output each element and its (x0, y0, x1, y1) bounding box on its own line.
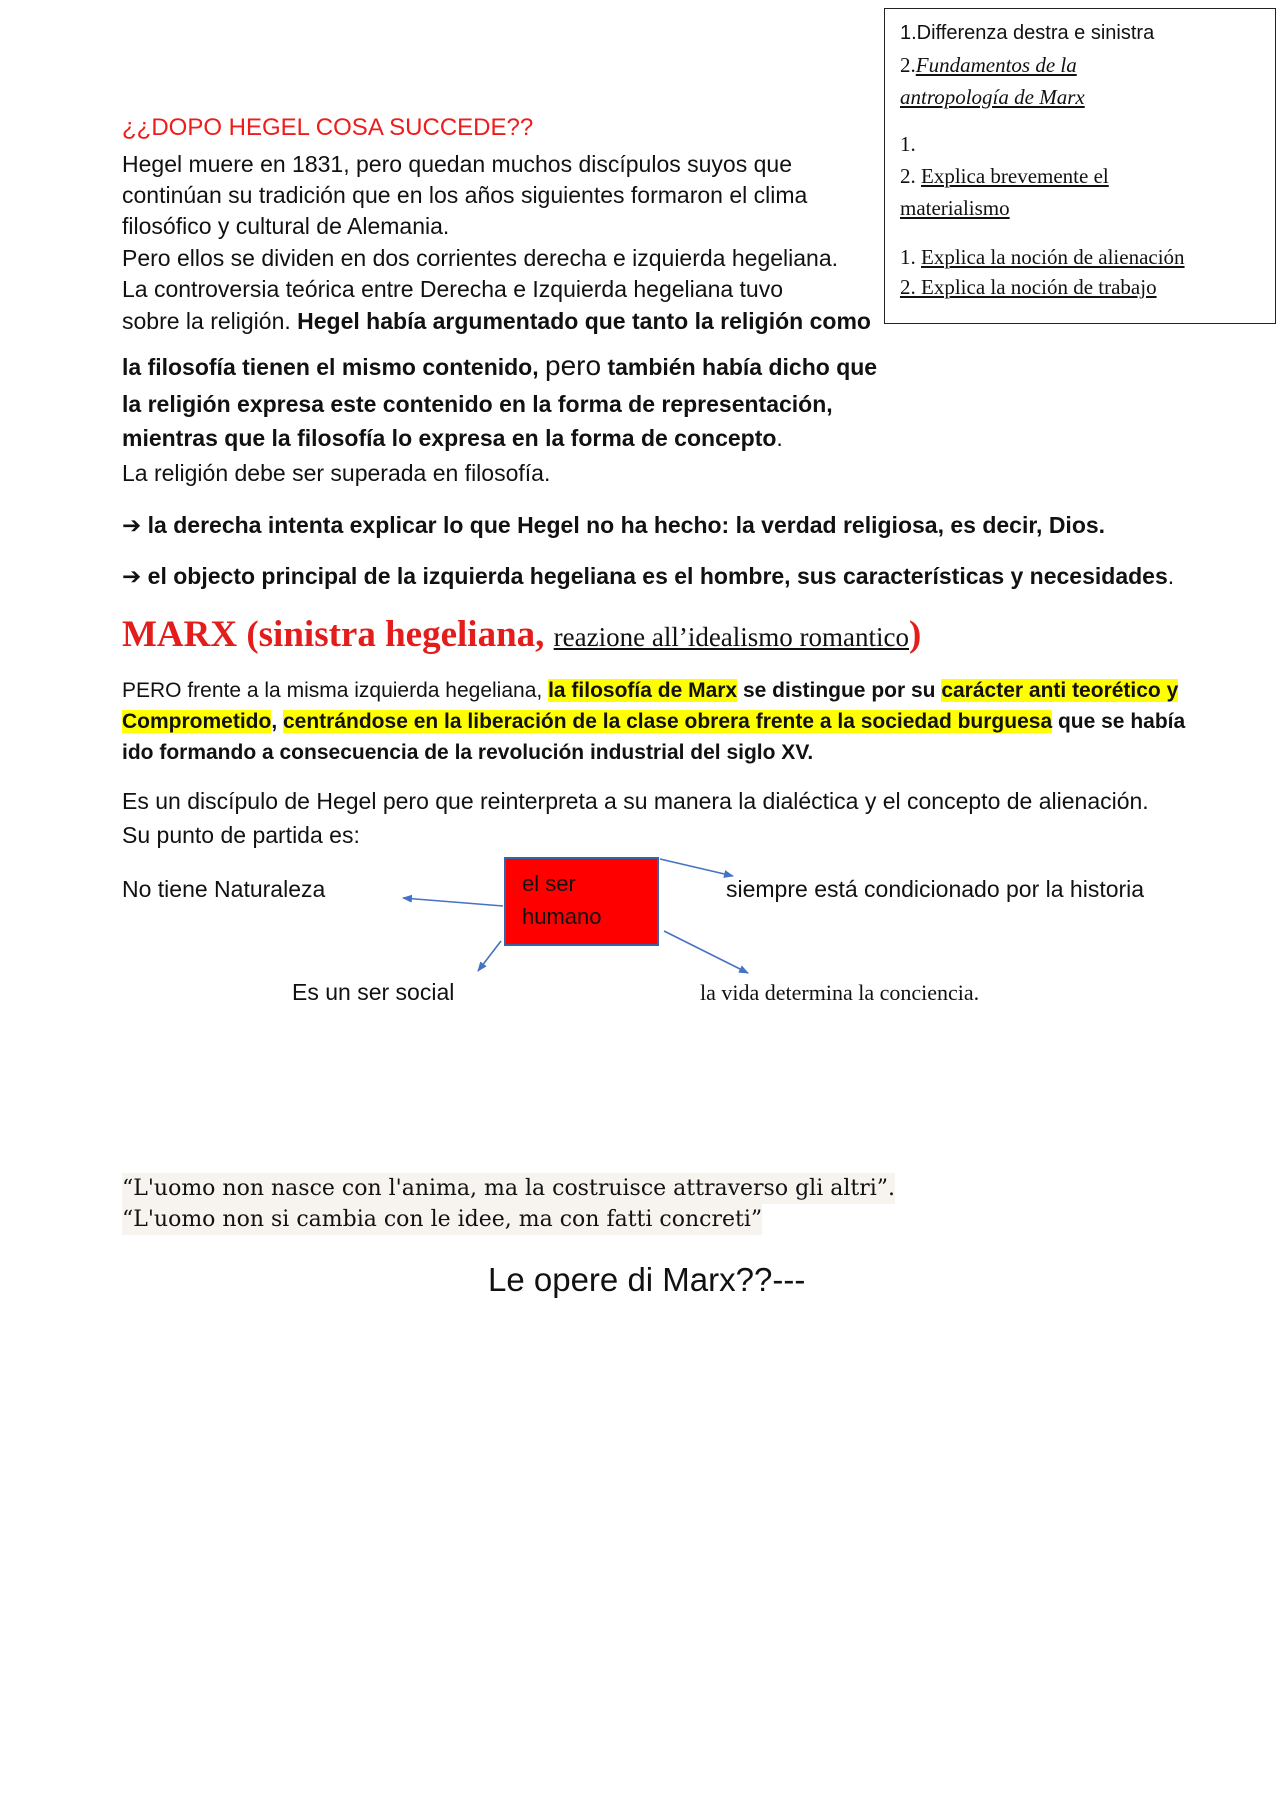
arrow-to-bottom-right (664, 931, 748, 973)
outline-item-2: 2.Fundamentos de la (900, 53, 1077, 77)
arrow-to-bottom-left (478, 941, 501, 971)
paragraph-line: La religión debe ser superada en filosofía. (122, 460, 551, 486)
paragraph-line: Su punto de partida es: (122, 822, 360, 848)
marx-paragraph-line: Comprometido, centrándose en la liberación de la clase obrera frente a la sociedad burguesa que se había (122, 710, 1186, 733)
arrow-icon: ➔ (122, 563, 142, 589)
paragraph-line: Es un discípulo de Hegel pero que reinterpreta a su manera la dialéctica y el concepto de alienación. (122, 788, 1149, 814)
paragraph-line: mientras que la filosofía lo expresa en la forma de concepto. (122, 425, 783, 451)
diagram-left-label: No tiene Naturaleza (122, 876, 326, 902)
paragraph-line: Hegel muere en 1831, pero quedan muchos discípulos suyos que (122, 151, 792, 177)
outline-item-4-line1[interactable]: Explica brevemente el (921, 164, 1109, 188)
outline-item-3: 1. (900, 132, 916, 156)
outline-item-6[interactable]: 2. Explica la noción de trabajo (900, 275, 1157, 299)
paragraph-line: filosófico y cultural de Alemania. (122, 213, 450, 239)
paragraph-line: sobre la religión. Hegel había argumentado que tanto la religión como (122, 308, 871, 334)
outline-item-5: 1. Explica la noción de alienación (900, 245, 1185, 269)
quote-2: “L'uomo non si cambia con le idee, ma con fatti concreti” (122, 1204, 762, 1235)
diagram-center-line2: humano (522, 904, 602, 929)
marx-heading: MARX (sinistra hegeliana, reazione all’idealismo romantico) (122, 614, 922, 655)
works-heading: Le opere di Marx??--- (488, 1261, 806, 1298)
bullet-point-left: ➔ el objecto principal de la izquierda hegeliana es el hombre, sus características y necesidades. (122, 563, 1175, 589)
outline-item-4: 2. Explica brevemente el (900, 164, 1109, 188)
arrow-to-right (660, 859, 733, 876)
outline-item-2-line1[interactable]: Fundamentos de la (915, 53, 1077, 77)
diagram-bottom-left-label: Es un ser social (292, 979, 455, 1005)
diagram-right-label: siempre está condicionado por la historia (726, 876, 1145, 902)
outline-item-5-text[interactable]: Explica la noción de alienación (921, 245, 1185, 269)
marx-paragraph-line: ido formando a consecuencia de la revolución industrial del siglo XV. (122, 741, 814, 764)
paragraph-line: Pero ellos se dividen en dos corrientes derecha e izquierda hegeliana. (122, 245, 839, 271)
quote-1: “L'uomo non nasce con l'anima, ma la costruisce attraverso gli altri”. (122, 1173, 895, 1204)
section-heading: ¿¿DOPO HEGEL COSA SUCCEDE?? (122, 114, 534, 141)
marx-paragraph-line: PERO frente a la misma izquierda hegeliana, la filosofía de Marx se distingue por su carácter anti teorético y (122, 679, 1179, 702)
paragraph-line: la filosofía tienen el mismo contenido, pero también había dicho que (122, 350, 878, 381)
paragraph-line: continúan su tradición que en los años siguientes formaron el clima (122, 182, 808, 208)
arrow-icon: ➔ (122, 512, 142, 538)
outline-item-2-line2[interactable]: antropología de Marx (900, 85, 1085, 109)
arrow-to-left (403, 898, 503, 906)
diagram-bottom-right-label: la vida determina la conciencia. (700, 980, 980, 1005)
diagram-center-line1: el ser (522, 871, 576, 896)
outline-item-1: 1.Differenza destra e sinistra (900, 22, 1155, 44)
outline-item-4-line2[interactable]: materialismo (900, 196, 1010, 220)
paragraph-line: La controversia teórica entre Derecha e Izquierda hegeliana tuvo (122, 276, 784, 302)
paragraph-line: la religión expresa este contenido en la forma de representación, (122, 391, 833, 417)
bullet-point-right: ➔ la derecha intenta explicar lo que Hegel no ha hecho: la verdad religiosa, es decir, Dios. (122, 512, 1106, 538)
